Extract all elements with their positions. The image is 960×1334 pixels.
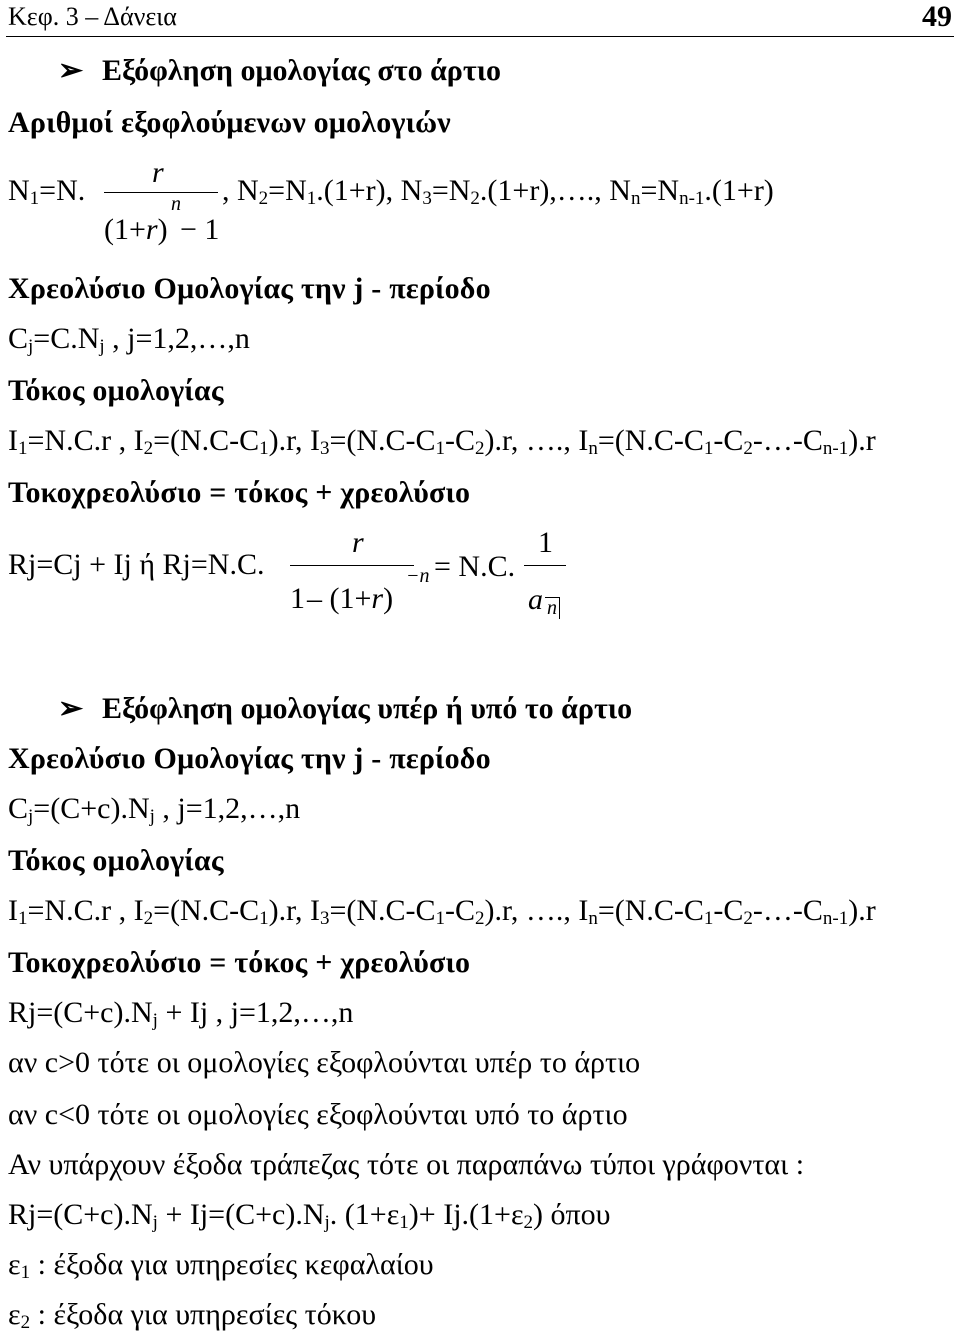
- rj-equals: = N.C.: [434, 550, 516, 583]
- fraction-exponent: n: [171, 193, 181, 215]
- interest-formula-2: $I_1=N.C.r$ , $I_2=(N.C-C_1).r$, $I_3=(N.C-C_1-C_2).r$, …., $I_n=(N.C-C_1-C_2-\dots-C_{n-1}).r$: [8, 894, 876, 929]
- epsilon1-definition: $\varepsilon_1$ : έξοδα για υπηρεσίες κεφαλαίου: [8, 1248, 434, 1283]
- section1-title: Εξόφληση ομολογίας στο άρτιο: [102, 54, 501, 87]
- n-recurrence: , $N_2=N_1.(1+r)$, $N_3=N_2.(1+r),\dots$., $N_n=N_{n-1}.(1+r)$: [222, 174, 774, 209]
- bank-expenses-note: Αν υπάρχουν έξοδα τράπεζας τότε οι παραπάνω τύποι γράφονται :: [8, 1148, 805, 1181]
- amortization-formula-2: $C_j=(C+c).N_j$ , j=1,2,…,n: [8, 792, 301, 827]
- annuity-fraction-bar: [524, 565, 566, 566]
- fraction-denominator: (1+r): [104, 213, 168, 246]
- annuity-a: a: [528, 583, 543, 616]
- installment-heading: Τοκοχρεολύσιο = τόκος + χρεολύσιο: [8, 476, 471, 509]
- interest-formula: $I_1=N.C.r$ , $I_2=(N.C-C_1).r$, $I_3=(N.C-C_1-C_2).r$, …., $I_n=(N.C-C_1-C_2-\dots-C_{n-1}).r$: [8, 424, 876, 459]
- annuity-one: 1: [538, 526, 553, 559]
- amortization-heading-2: Χρεολύσιο Ομολογίας την j - περίοδο: [8, 742, 491, 775]
- rj-denominator: – (1+r): [307, 582, 394, 615]
- installment-heading-2: Τοκοχρεολύσιο = τόκος + χρεολύσιο: [8, 946, 471, 979]
- installment-formula-2: $Rj=(C+c).N_j + Ij$ , j=1,2,…,n: [8, 996, 354, 1031]
- section2-title: Εξόφληση ομολογίας υπέρ ή υπό το άρτιο: [102, 692, 633, 725]
- chapter-title: Κεφ. 3 – Δάνεια: [8, 2, 177, 31]
- above-par-note: αν c>0 τότε οι ομολογίες εξοφλούνται υπέρ το άρτιο: [8, 1046, 641, 1079]
- amortization-formula: $C_j=C.N_j$ , j=1,2,…,n: [8, 322, 250, 357]
- annuity-subscript: n: [545, 597, 560, 619]
- epsilon2-definition: $\varepsilon_2$ : έξοδα για υπηρεσίες τόκου: [8, 1298, 377, 1333]
- numbers-heading: Αριθμοί εξοφλούμενων ομολογιών: [8, 106, 451, 139]
- n1-lhs: $N_1=N$.: [8, 174, 86, 209]
- bank-installment-formula: $Rj=(C+c).N_j + Ij=(C+c).N_j$. $(1+\varepsilon_1)+ Ij.(1+\varepsilon_2)$ όπου: [8, 1198, 611, 1233]
- page-number: 49: [922, 0, 952, 33]
- rj-denominator-one: 1: [290, 582, 305, 615]
- rj-fraction-bar: [290, 565, 414, 566]
- rj-numerator: r: [352, 526, 364, 559]
- amortization-heading: Χρεολύσιο Ομολογίας την j - περίοδο: [8, 272, 491, 305]
- header-rule: [6, 36, 954, 37]
- interest-heading-2: Τόκος ομολογίας: [8, 844, 224, 877]
- rj-lhs: Rj=Cj + Ij ή Rj=N.C.: [8, 548, 265, 581]
- fraction-bar: [104, 192, 218, 193]
- bullet-arrow-icon: ➢: [58, 692, 84, 725]
- interest-heading: Τόκος ομολογίας: [8, 374, 224, 407]
- rj-exponent: −n: [406, 565, 430, 587]
- fraction-minus-one: − 1: [180, 213, 220, 246]
- page-header: [0, 0, 960, 42]
- fraction-numerator: r: [152, 156, 164, 189]
- bullet-arrow-icon: ➢: [58, 54, 84, 87]
- below-par-note: αν c<0 τότε οι ομολογίες εξοφλούνται υπό το άρτιο: [8, 1098, 628, 1131]
